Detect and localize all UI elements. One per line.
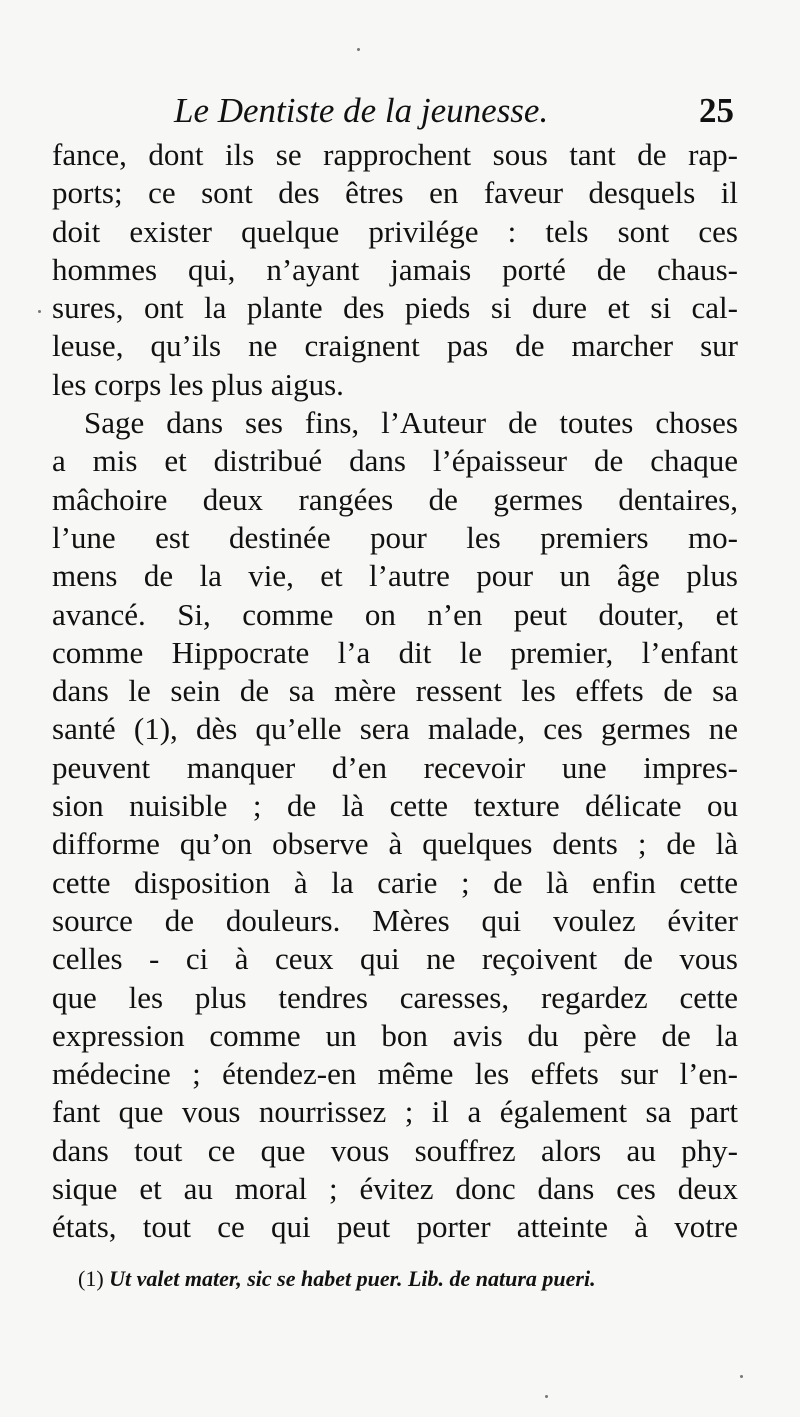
text-line: difforme qu’on observe à quelques dents ; de là: [52, 826, 738, 862]
text-line: peuvent manquer d’en recevoir une impres-: [52, 749, 738, 785]
footnote-text: Ut valet mater, sic se habet puer. Lib. de natura pueri.: [109, 1266, 596, 1291]
text-line: ports; ce sont des êtres en faveur desquels il: [52, 175, 738, 211]
body-text: [52, 136, 738, 1247]
text-line: médecine ; étendez-en même les effets sur l’en-: [52, 1056, 738, 1092]
text-line: dans tout ce que vous souffrez alors au phy-: [52, 1132, 738, 1168]
paper-speck: [357, 48, 360, 51]
page-number: 25: [699, 91, 734, 130]
text-line: états, tout ce qui peut porter atteinte à votre: [52, 1209, 738, 1245]
text-line: hommes qui, n’ayant jamais porté de chaus-: [52, 251, 738, 287]
text-line: mâchoire deux rangées de germes dentaires,: [52, 481, 738, 517]
text-line: l’une est destinée pour les premiers mo-: [52, 519, 738, 555]
text-line: fant que vous nourrissez ; il a également sa part: [52, 1094, 738, 1130]
text-line: les corps les plus aigus.: [52, 366, 344, 402]
text-line: sion nuisible ; de là cette texture délicate ou: [52, 788, 738, 824]
page-header: [52, 88, 738, 134]
footnote-mark: (1): [78, 1266, 104, 1291]
text-line: sures, ont la plante des pieds si dure et si cal-: [52, 290, 738, 326]
running-title: Le Dentiste de la jeunesse.: [174, 91, 549, 130]
text-line: fance, dont ils se rapprochent sous tant de rap-: [52, 137, 738, 172]
text-line: dans le sein de sa mère ressent les effets de sa: [52, 673, 738, 709]
paper-speck: [545, 1395, 548, 1398]
text-line: expression comme un bon avis du père de la: [52, 1017, 738, 1053]
text-line: santé (1), dès qu’elle sera malade, ces germes ne: [52, 711, 738, 747]
text-line: que les plus tendres caresses, regardez cette: [52, 979, 738, 1015]
text-line: a mis et distribué dans l’épaisseur de chaque: [52, 443, 738, 479]
text-line: doit exister quelque privilége : tels sont ces: [52, 213, 738, 249]
text-line: cette disposition à la carie ; de là enfin cette: [52, 864, 738, 900]
text-line: sique et au moral ; évitez donc dans ces deux: [52, 1171, 738, 1207]
text-line: Sage dans ses fins, l’Auteur de toutes choses: [84, 405, 738, 441]
text-line: comme Hippocrate l’a dit le premier, l’enfant: [52, 634, 738, 670]
footnote: [78, 1264, 718, 1294]
text-line: source de douleurs. Mères qui voulez éviter: [52, 902, 738, 938]
text-line: celles - ci à ceux qui ne reçoivent de vous: [52, 941, 738, 977]
paper-speck: [38, 310, 41, 313]
paper-speck: [740, 1375, 743, 1378]
text-line: avancé. Si, comme on n’en peut douter, et: [52, 596, 738, 632]
text-line: mens de la vie, et l’autre pour un âge plus: [52, 558, 738, 594]
text-line: leuse, qu’ils ne craignent pas de marcher sur: [52, 328, 738, 364]
